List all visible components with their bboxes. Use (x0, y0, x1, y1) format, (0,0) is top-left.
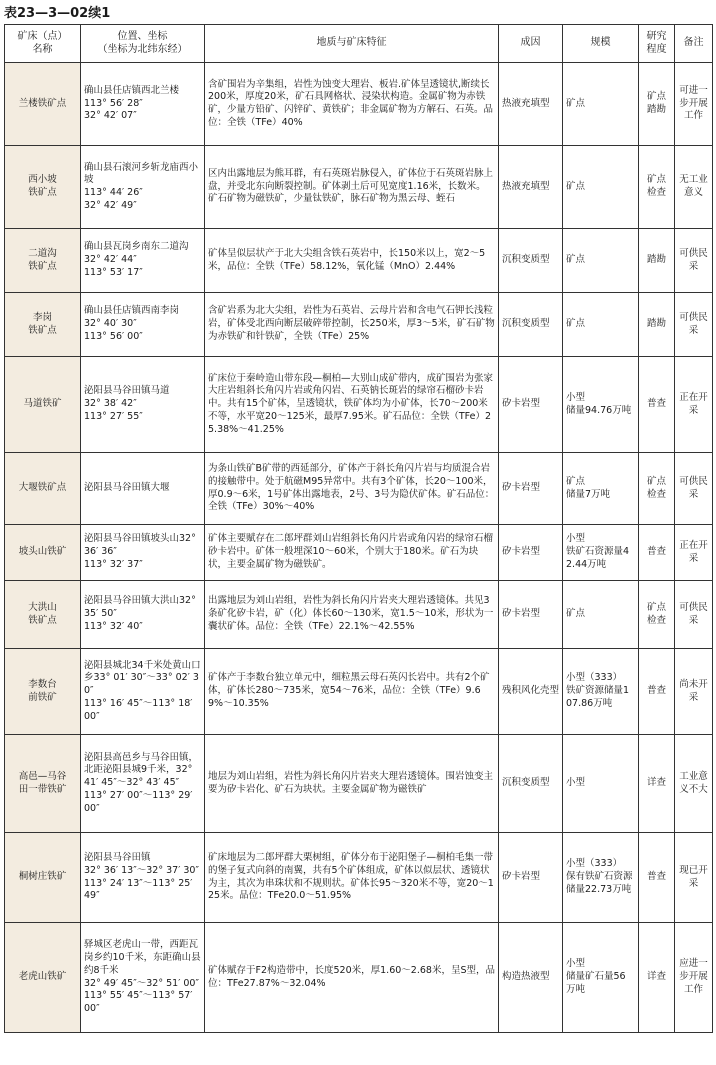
location-cell: 泌阳县马谷田镇大洪山32° 35′ 50″ 113° 32′ 40″ (81, 581, 205, 649)
note-cell: 现已开采 (675, 833, 713, 923)
geology-cell: 地层为刘山岩组，岩性为斜长角闪片岩夹大理岩透镜体。围岩蚀变主要为矽卡岩化、矿石为块状。主要金属矿物为磁铁矿 (205, 735, 499, 833)
table-row (5, 649, 713, 735)
deposit-name-cell: 西小坡 铁矿点 (5, 146, 81, 229)
note-cell: 可供民采 (675, 229, 713, 293)
geology-cell: 区内出露地层为熊耳群，有石英斑岩脉侵入，矿体位于石英斑岩脉上盘，并受北东向断裂控制。矿体剥土后可见宽度1.16米，长数米。矿石矿物为磁铁矿，少量钛铁矿，脉石矿物为黑云母、蛭石 (205, 146, 499, 229)
geology-cell: 矿床地层为二郎坪群大栗树组，矿体分布于泌阳堡子—桐柏毛集一带的堡子复式向斜的南翼，共有5个矿体组成，矿体以似层状、透镜状为主，其次为串珠状和不规则状。矿体长95～320米不等，宽20～125米。品位：TFe20.0～51.95% (205, 833, 499, 923)
table-row (5, 833, 713, 923)
table-row (5, 453, 713, 525)
deposit-name-cell: 马道铁矿 (5, 357, 81, 453)
deposit-name-cell: 大堰铁矿点 (5, 453, 81, 525)
geology-cell: 为条山铁矿B矿带的西延部分，矿体产于斜长角闪片岩与均质混合岩的接触带中。处于航磁M95异常中。共有3个矿体，长20～100米，厚0.9～6米，1号矿体出露地表，2号、3号为隐伏矿体。矿石品位：全铁（TFe）30%～40% (205, 453, 499, 525)
research-stage-cell: 矿点 检查 (639, 146, 675, 229)
geology-cell: 矿床位于秦岭造山带东段—桐柏—大别山成矿带内，成矿围岩为张家大庄岩组斜长角闪片岩或角闪岩、石英钠长斑岩的绿帘石榴砂卡岩中。共有15个矿体，呈透镜状，铁矿体均为小矿体，长70～200米不等，水平宽20～125米，最厚7.95米。矿石品位：全铁（TFe）25.38%～41.25% (205, 357, 499, 453)
geology-cell: 矿体呈似层状产于北大尖组含铁石英岩中，长150米以上，宽2～5米，品位：全铁（TFe）58.12%，氧化锰（MnO）2.44% (205, 229, 499, 293)
research-stage-cell: 矿点 检查 (639, 453, 675, 525)
research-stage-cell: 普查 (639, 357, 675, 453)
deposit-name-cell: 兰楼铁矿点 (5, 63, 81, 146)
location-cell: 确山县瓦岗乡南东二道沟 32° 42′ 44″ 113° 53′ 17″ (81, 229, 205, 293)
genesis-cell: 热液充填型 (499, 63, 563, 146)
deposit-name-cell: 二道沟 铁矿点 (5, 229, 81, 293)
note-cell: 无工业意义 (675, 146, 713, 229)
genesis-cell: 矽卡岩型 (499, 833, 563, 923)
location-cell: 确山县石滚河乡斩龙庙西小坡 113° 44′ 26″ 32° 42′ 49″ (81, 146, 205, 229)
deposit-name-cell: 大洪山 铁矿点 (5, 581, 81, 649)
table-caption: 表23—3—02续1 (4, 6, 111, 21)
table-row (5, 63, 713, 146)
research-stage-cell: 普查 (639, 833, 675, 923)
scale-cell: 小型 (563, 735, 639, 833)
header-geology: 地质与矿床特征 (205, 25, 499, 63)
table-row (5, 357, 713, 453)
scale-cell: 小型（333） 保有铁矿石资源储量22.73万吨 (563, 833, 639, 923)
scale-cell: 小型（333） 铁矿资源储量107.86万吨 (563, 649, 639, 735)
table-row (5, 923, 713, 1033)
header-location: 位置、坐标 （坐标为北纬东经） (81, 25, 205, 63)
note-cell: 可供民采 (675, 581, 713, 649)
header-name: 矿床（点） 名称 (5, 25, 81, 63)
note-cell: 可进一步开展工作 (675, 63, 713, 146)
note-cell: 可供民采 (675, 453, 713, 525)
research-stage-cell: 矿点 检查 (639, 581, 675, 649)
header-row (5, 25, 713, 63)
genesis-cell: 矽卡岩型 (499, 581, 563, 649)
table-row (5, 525, 713, 581)
geology-cell: 矿体主要赋存在二郎坪群刘山岩组斜长角闪片岩或角闪岩的绿帘石榴砂卡岩中。矿体一般埋深10～60米，个别大于180米。矿石为块状，主要金属矿物为磁铁矿。 (205, 525, 499, 581)
geology-cell: 含矿岩系为北大尖组，岩性为石英岩、云母片岩和含电气石钾长浅粒岩，矿体受北西向断层破碎带控制，长250米，厚3～5米，矿石矿物为赤铁矿和针铁矿，全铁（TFe）25% (205, 293, 499, 357)
deposit-name-cell: 桐树庄铁矿 (5, 833, 81, 923)
table-row (5, 146, 713, 229)
header-stage: 研究 程度 (639, 25, 675, 63)
geology-cell: 出露地层为刘山岩组，岩性为斜长角闪片岩夹大理岩透镜体。共见3条矿化矽卡岩，矿（化）体长60～130米，宽1.5～10米，形状为一囊状矿体。品位：全铁（TFe）22.1%～42.55% (205, 581, 499, 649)
genesis-cell: 热液充填型 (499, 146, 563, 229)
note-cell: 正在开采 (675, 357, 713, 453)
scale-cell: 矿点 (563, 146, 639, 229)
genesis-cell: 矽卡岩型 (499, 453, 563, 525)
header-genesis: 成因 (499, 25, 563, 63)
genesis-cell: 沉积变质型 (499, 735, 563, 833)
scale-cell: 小型 储量94.76万吨 (563, 357, 639, 453)
genesis-cell: 矽卡岩型 (499, 525, 563, 581)
header-note: 备注 (675, 25, 713, 63)
table-row (5, 293, 713, 357)
header-scale: 规模 (563, 25, 639, 63)
deposit-name-cell: 李数台 前铁矿 (5, 649, 81, 735)
scale-cell: 矿点 (563, 63, 639, 146)
research-stage-cell: 详查 (639, 923, 675, 1033)
research-stage-cell: 踏勘 (639, 229, 675, 293)
scale-cell: 小型 储量矿石量56万吨 (563, 923, 639, 1033)
location-cell: 泌阳县城北34千米处黄山口乡33° 01′ 30″～33° 02′ 30″ 113° 16′ 45″～113° 18′ 00″ (81, 649, 205, 735)
location-cell: 泌阳县高邑乡与马谷田镇，北距泌阳县城9千米，32° 41′ 45″～32° 43′ 45″ 113° 27′ 00″～113° 29′ 00″ (81, 735, 205, 833)
genesis-cell: 残积风化壳型 (499, 649, 563, 735)
deposit-name-cell: 坡头山铁矿 (5, 525, 81, 581)
genesis-cell: 构造热液型 (499, 923, 563, 1033)
deposit-name-cell: 李岗 铁矿点 (5, 293, 81, 357)
ore-deposit-table (4, 24, 713, 1033)
geology-cell: 矿体赋存于F2构造带中，长度520米，厚1.60～2.68米，呈S型，品位：TFe27.87%～32.04% (205, 923, 499, 1033)
research-stage-cell: 普查 (639, 525, 675, 581)
geology-cell: 含矿围岩为辛集组，岩性为蚀变大理岩、板岩.矿体呈透镜状,断续长200米，厚度20米，矿石具网格状、浸染状构造。金属矿物为赤铁矿，少量方铅矿、闪锌矿、黄铁矿；非金属矿物为方解石、石英。品位：全铁（TFe）40% (205, 63, 499, 146)
table-row (5, 229, 713, 293)
scale-cell: 矿点 (563, 293, 639, 357)
location-cell: 泌阳县马谷田镇坡头山32° 36′ 36″ 113° 32′ 37″ (81, 525, 205, 581)
note-cell: 工业意义不大 (675, 735, 713, 833)
note-cell: 尚未开采 (675, 649, 713, 735)
deposit-name-cell: 高邑—马谷 田一带铁矿 (5, 735, 81, 833)
scale-cell: 矿点 (563, 581, 639, 649)
scale-cell: 矿点 储量7万吨 (563, 453, 639, 525)
table-row (5, 581, 713, 649)
scale-cell: 小型 铁矿石资源量42.44万吨 (563, 525, 639, 581)
note-cell: 可供民采 (675, 293, 713, 357)
note-cell: 正在开采 (675, 525, 713, 581)
location-cell: 驿城区老虎山一带，西距瓦岗乡约10千米，东距确山县约8千米 32° 49′ 45″～32° 51′ 00″ 113° 55′ 45″～113° 57′ 00″ (81, 923, 205, 1033)
location-cell: 泌阳县马谷田镇大堰 (81, 453, 205, 525)
genesis-cell: 矽卡岩型 (499, 357, 563, 453)
research-stage-cell: 普查 (639, 649, 675, 735)
genesis-cell: 沉积变质型 (499, 293, 563, 357)
research-stage-cell: 踏勘 (639, 293, 675, 357)
location-cell: 泌阳县马谷田镇 32° 36′ 13″～32° 37′ 30″ 113° 24′ 13″～113° 25′ 49″ (81, 833, 205, 923)
location-cell: 确山县任店镇西南李岗 32° 40′ 30″ 113° 56′ 00″ (81, 293, 205, 357)
research-stage-cell: 矿点 踏勘 (639, 63, 675, 146)
deposit-name-cell: 老虎山铁矿 (5, 923, 81, 1033)
note-cell: 应进一步开展工作 (675, 923, 713, 1033)
table-row (5, 735, 713, 833)
research-stage-cell: 详查 (639, 735, 675, 833)
location-cell: 泌阳县马谷田镇马道 32° 38′ 42″ 113° 27′ 55″ (81, 357, 205, 453)
genesis-cell: 沉积变质型 (499, 229, 563, 293)
location-cell: 确山县任店镇西北兰楼 113° 56′ 28″ 32° 42′ 07″ (81, 63, 205, 146)
geology-cell: 矿体产于李数台独立单元中，细粒黑云母石英闪长岩中。共有2个矿体，矿体长280～735米，宽54～76米，品位：全铁（TFe）9.69%～10.35% (205, 649, 499, 735)
scale-cell: 矿点 (563, 229, 639, 293)
